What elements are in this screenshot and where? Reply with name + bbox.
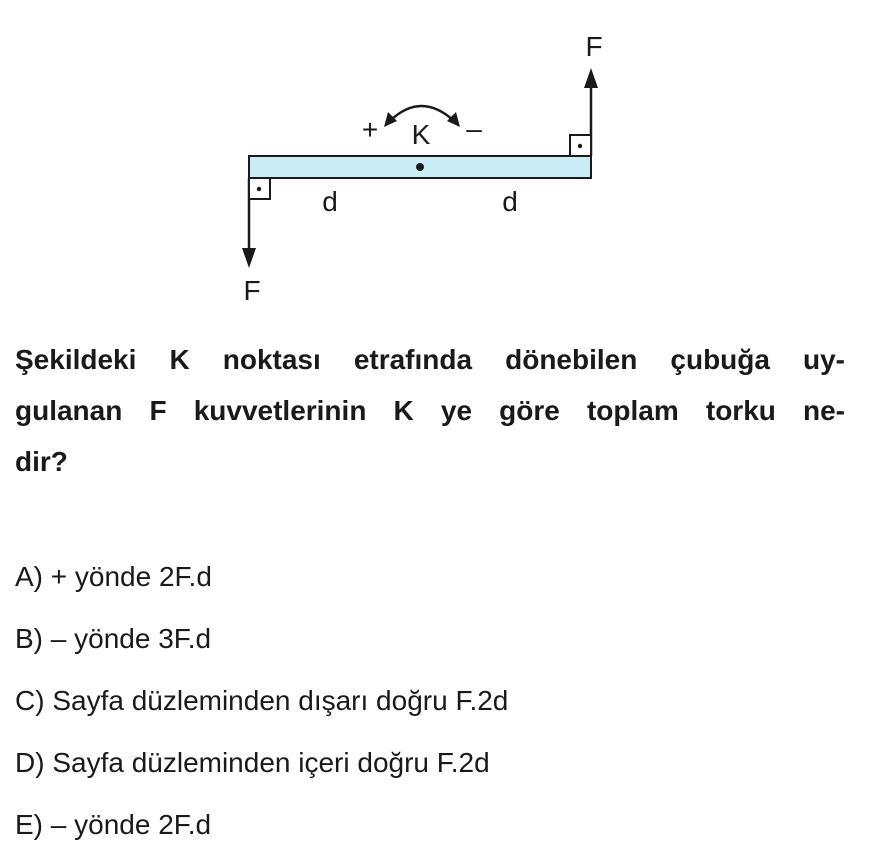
option-a[interactable]: A) + yönde 2F.d <box>15 561 212 592</box>
option-d[interactable]: D) Sayfa düzleminden içeri doğru F.2d <box>15 747 490 778</box>
question-line: dir? <box>15 446 68 477</box>
pivot-point <box>416 163 424 171</box>
right-angle-dot-right <box>578 144 582 148</box>
force-arrow-up-head <box>584 68 598 88</box>
question-text <box>15 334 845 487</box>
question-line: Şekildeki K noktası etrafında dönebilen çubuğa uy- <box>15 344 845 375</box>
minus-sign: – <box>466 113 482 144</box>
force-label-top: F <box>585 31 603 62</box>
force-arrow-down-head <box>242 248 256 268</box>
plus-sign: + <box>361 114 379 145</box>
question-line: gulanan F kuvvetlerinin K ye göre toplam torku ne- <box>15 395 845 426</box>
distance-label-left: d <box>322 186 338 217</box>
force-label-bottom: F <box>243 275 261 306</box>
option-b[interactable]: B) – yönde 3F.d <box>15 623 212 654</box>
option-c[interactable]: C) Sayfa düzleminden dışarı doğru F.2d <box>15 685 509 716</box>
option-e[interactable]: E) – yönde 2F.d <box>15 809 212 840</box>
distance-label-right: d <box>502 186 518 217</box>
torque-diagram <box>0 0 874 320</box>
answer-options <box>15 555 508 865</box>
right-angle-dot-left <box>257 187 261 191</box>
pivot-label: K <box>411 119 431 150</box>
rotation-direction-arc <box>391 106 453 120</box>
rotation-arrowhead-left <box>384 112 397 127</box>
rotation-arrowhead-right <box>447 112 460 127</box>
